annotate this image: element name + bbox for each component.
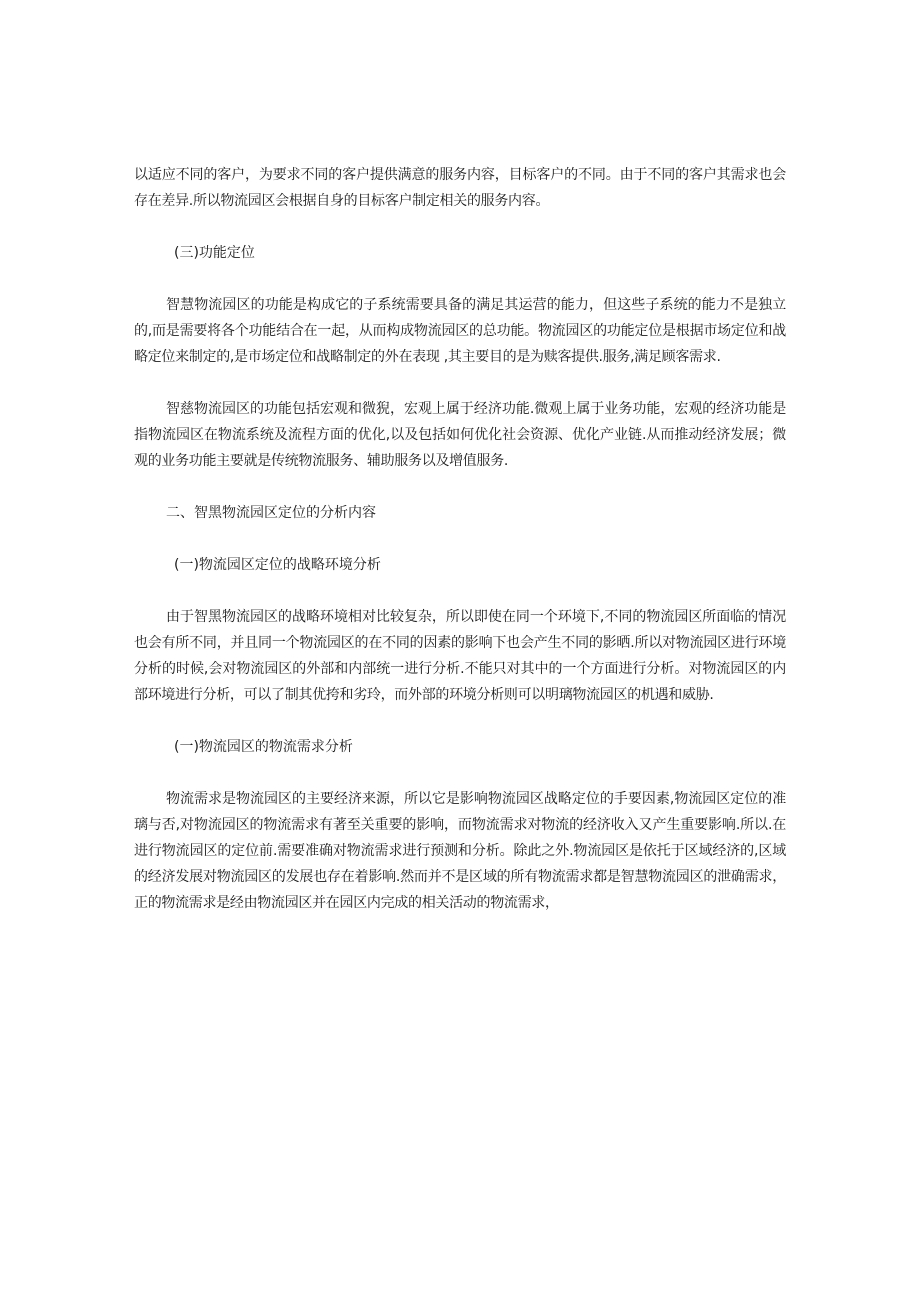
heading-section-two: 二、智黑物流园区定位的分析内容	[166, 505, 376, 521]
paragraph-client-differences: 以适应不同的客户，为要求不同的客户提供满意的服务内容，目标客户的不同。由于不同的客户其需求也会存在差异.所以物流园区会根据自身的目标客户制定相关的服务内容。	[134, 167, 786, 209]
subheading-demand-analysis: (一)物流园区的物流需求分析	[174, 739, 353, 755]
paragraph-macro-micro-functions: 智慈物流园区的功能包括宏观和微猊，宏观上属于经济功能.微观上属于业务功能，宏观的经济功能是指物流园区在物流系统及流程方面的优化,以及包括如何优化社会资源、优化产业链.从而推动经济发展；微观的业务功能主要就是传统物流服务、辅助服务以及增值服务.	[134, 401, 786, 469]
document-page	[134, 162, 786, 916]
paragraph-demand-analysis: 物流需求是物流园区的主要经济来源，所以它是影响物流园区战略定位的手要因素,物流园区定位的准璃与否,对物流园区的物流需求有著至关重要的影响，而物流需求对物流的经济收入又产生重要影响.所以.在进行物流园区的定位前.需要准确对物流需求进行预测和分析。除此之外.物流园区是依托于区域经济的,区域的经济发展对物流园区的发展也存在着影响.然而并不是区域的所有物流需求都是智慧物流园区的泄确需求，正的物流需求是经由物流园区并在园区内完成的相关活动的物流需求，	[134, 791, 786, 911]
paragraph-park-functions: 智慧物流园区的功能是构成它的子系统需要具备的满足其运营的能力，但这些子系统的能力不是独立的,而是需要将各个功能结合在一起，从而构成物流园区的总功能。物流园区的功能定位是根据市场定位和战略定位来制定的,是市场定位和战略制定的外在表现 ,其主要目的是为赎客提供.服务,满足顾客需求.	[134, 297, 786, 365]
subheading-functional-positioning: (三)功能定位	[174, 245, 255, 261]
paragraph-environment-analysis: 由于智黑物流园区的战略环境相对比较复杂，所以即使在同一个环境下,不同的物流园区所面临的情况也会有所不同，并且同一个物流园区的在不同的因素的影响下也会产生不同的影晒.所以对物流园区进行环境分析的时候,会对物流园区的外部和内部统一进行分析.不能只对其中的一个方面进行分析。对物流园区的内部环境进行分析，可以了制其优挎和劣玲，而外部的环境分析则可以明璃物流园区的机遇和威胁.	[134, 609, 786, 703]
subheading-strategic-environment: (一)物流园区定位的战略环境分析	[174, 557, 381, 573]
